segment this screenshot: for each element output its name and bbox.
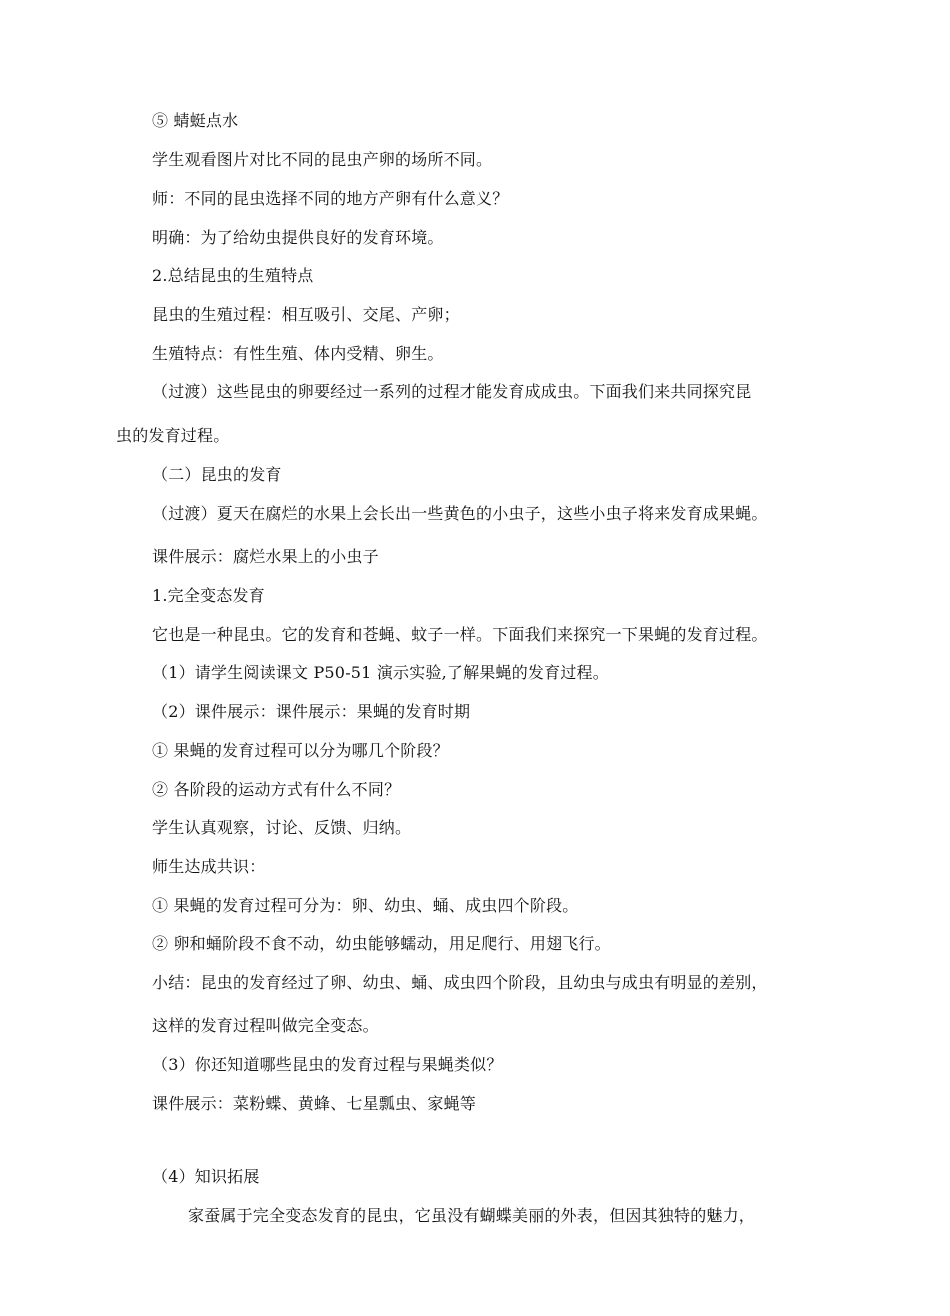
- text-line: ② 卵和蛹阶段不食不动，幼虫能够蠕动，用足爬行、用翅飞行。: [152, 934, 611, 953]
- text-line: 师：不同的昆虫选择不同的地方产卵有什么意义？: [152, 189, 509, 208]
- text-line: （二）昆虫的发育: [152, 465, 282, 484]
- text-line: ① 果蝇的发育过程可分为：卵、幼虫、蛹、成虫四个阶段。: [152, 896, 579, 915]
- text-line: 虫的发育过程。: [116, 426, 230, 445]
- text-line: （4）知识拓展: [152, 1167, 260, 1186]
- text-line: （1）请学生阅读课文 P50-51 演示实验,了解果蝇的发育过程。: [152, 663, 609, 682]
- text-line: 明确：为了给幼虫提供良好的发育环境。: [152, 228, 444, 247]
- text-line: （3）你还知道哪些昆虫的发育过程与果蝇类似？: [152, 1055, 503, 1074]
- text-line: 学生认真观察，讨论、反馈、归纳。: [152, 818, 412, 837]
- text-line: （2）课件展示：课件展示：果蝇的发育时期: [152, 702, 471, 721]
- text-line: 2.总结昆虫的生殖特点: [152, 266, 314, 285]
- text-line: （过渡）这些昆虫的卵要经过一系列的过程才能发育成成虫。下面我们来共同探究昆: [152, 382, 752, 401]
- text-line: ② 各阶段的运动方式有什么不同？: [152, 780, 401, 799]
- text-line: 1.完全变态发育: [152, 586, 265, 605]
- text-line: 课件展示：腐烂水果上的小虫子: [152, 547, 379, 566]
- text-line: ① 果蝇的发育过程可以分为哪几个阶段？: [152, 741, 449, 760]
- text-line: 生殖特点：有性生殖、体内受精、卵生。: [152, 344, 444, 363]
- text-line: 昆虫的生殖过程：相互吸引、交尾、产卵；: [152, 305, 460, 324]
- text-line: 小结：昆虫的发育经过了卵、幼虫、蛹、成虫四个阶段，且幼虫与成虫有明显的差别，: [152, 973, 768, 992]
- text-line: 这样的发育过程叫做完全变态。: [152, 1016, 379, 1035]
- text-line: 它也是一种昆虫。它的发育和苍蝇、蚊子一样。下面我们来探究一下果蝇的发育过程。: [152, 625, 768, 644]
- text-line: 家蚕属于完全变态发育的昆虫，它虽没有蝴蝶美丽的外表，但因其独特的魅力，: [188, 1206, 756, 1225]
- text-line: ⑤ 蜻蜓点水: [152, 111, 239, 130]
- text-line: 师生达成共识：: [152, 857, 266, 876]
- text-line: 学生观看图片对比不同的昆虫产卵的场所不同。: [152, 150, 493, 169]
- text-line: （过渡）夏天在腐烂的水果上会长出一些黄色的小虫子，这些小虫子将来发育成果蝇。: [152, 504, 768, 523]
- text-line: 课件展示：菜粉蝶、黄蜂、七星瓢虫、家蝇等: [152, 1094, 477, 1113]
